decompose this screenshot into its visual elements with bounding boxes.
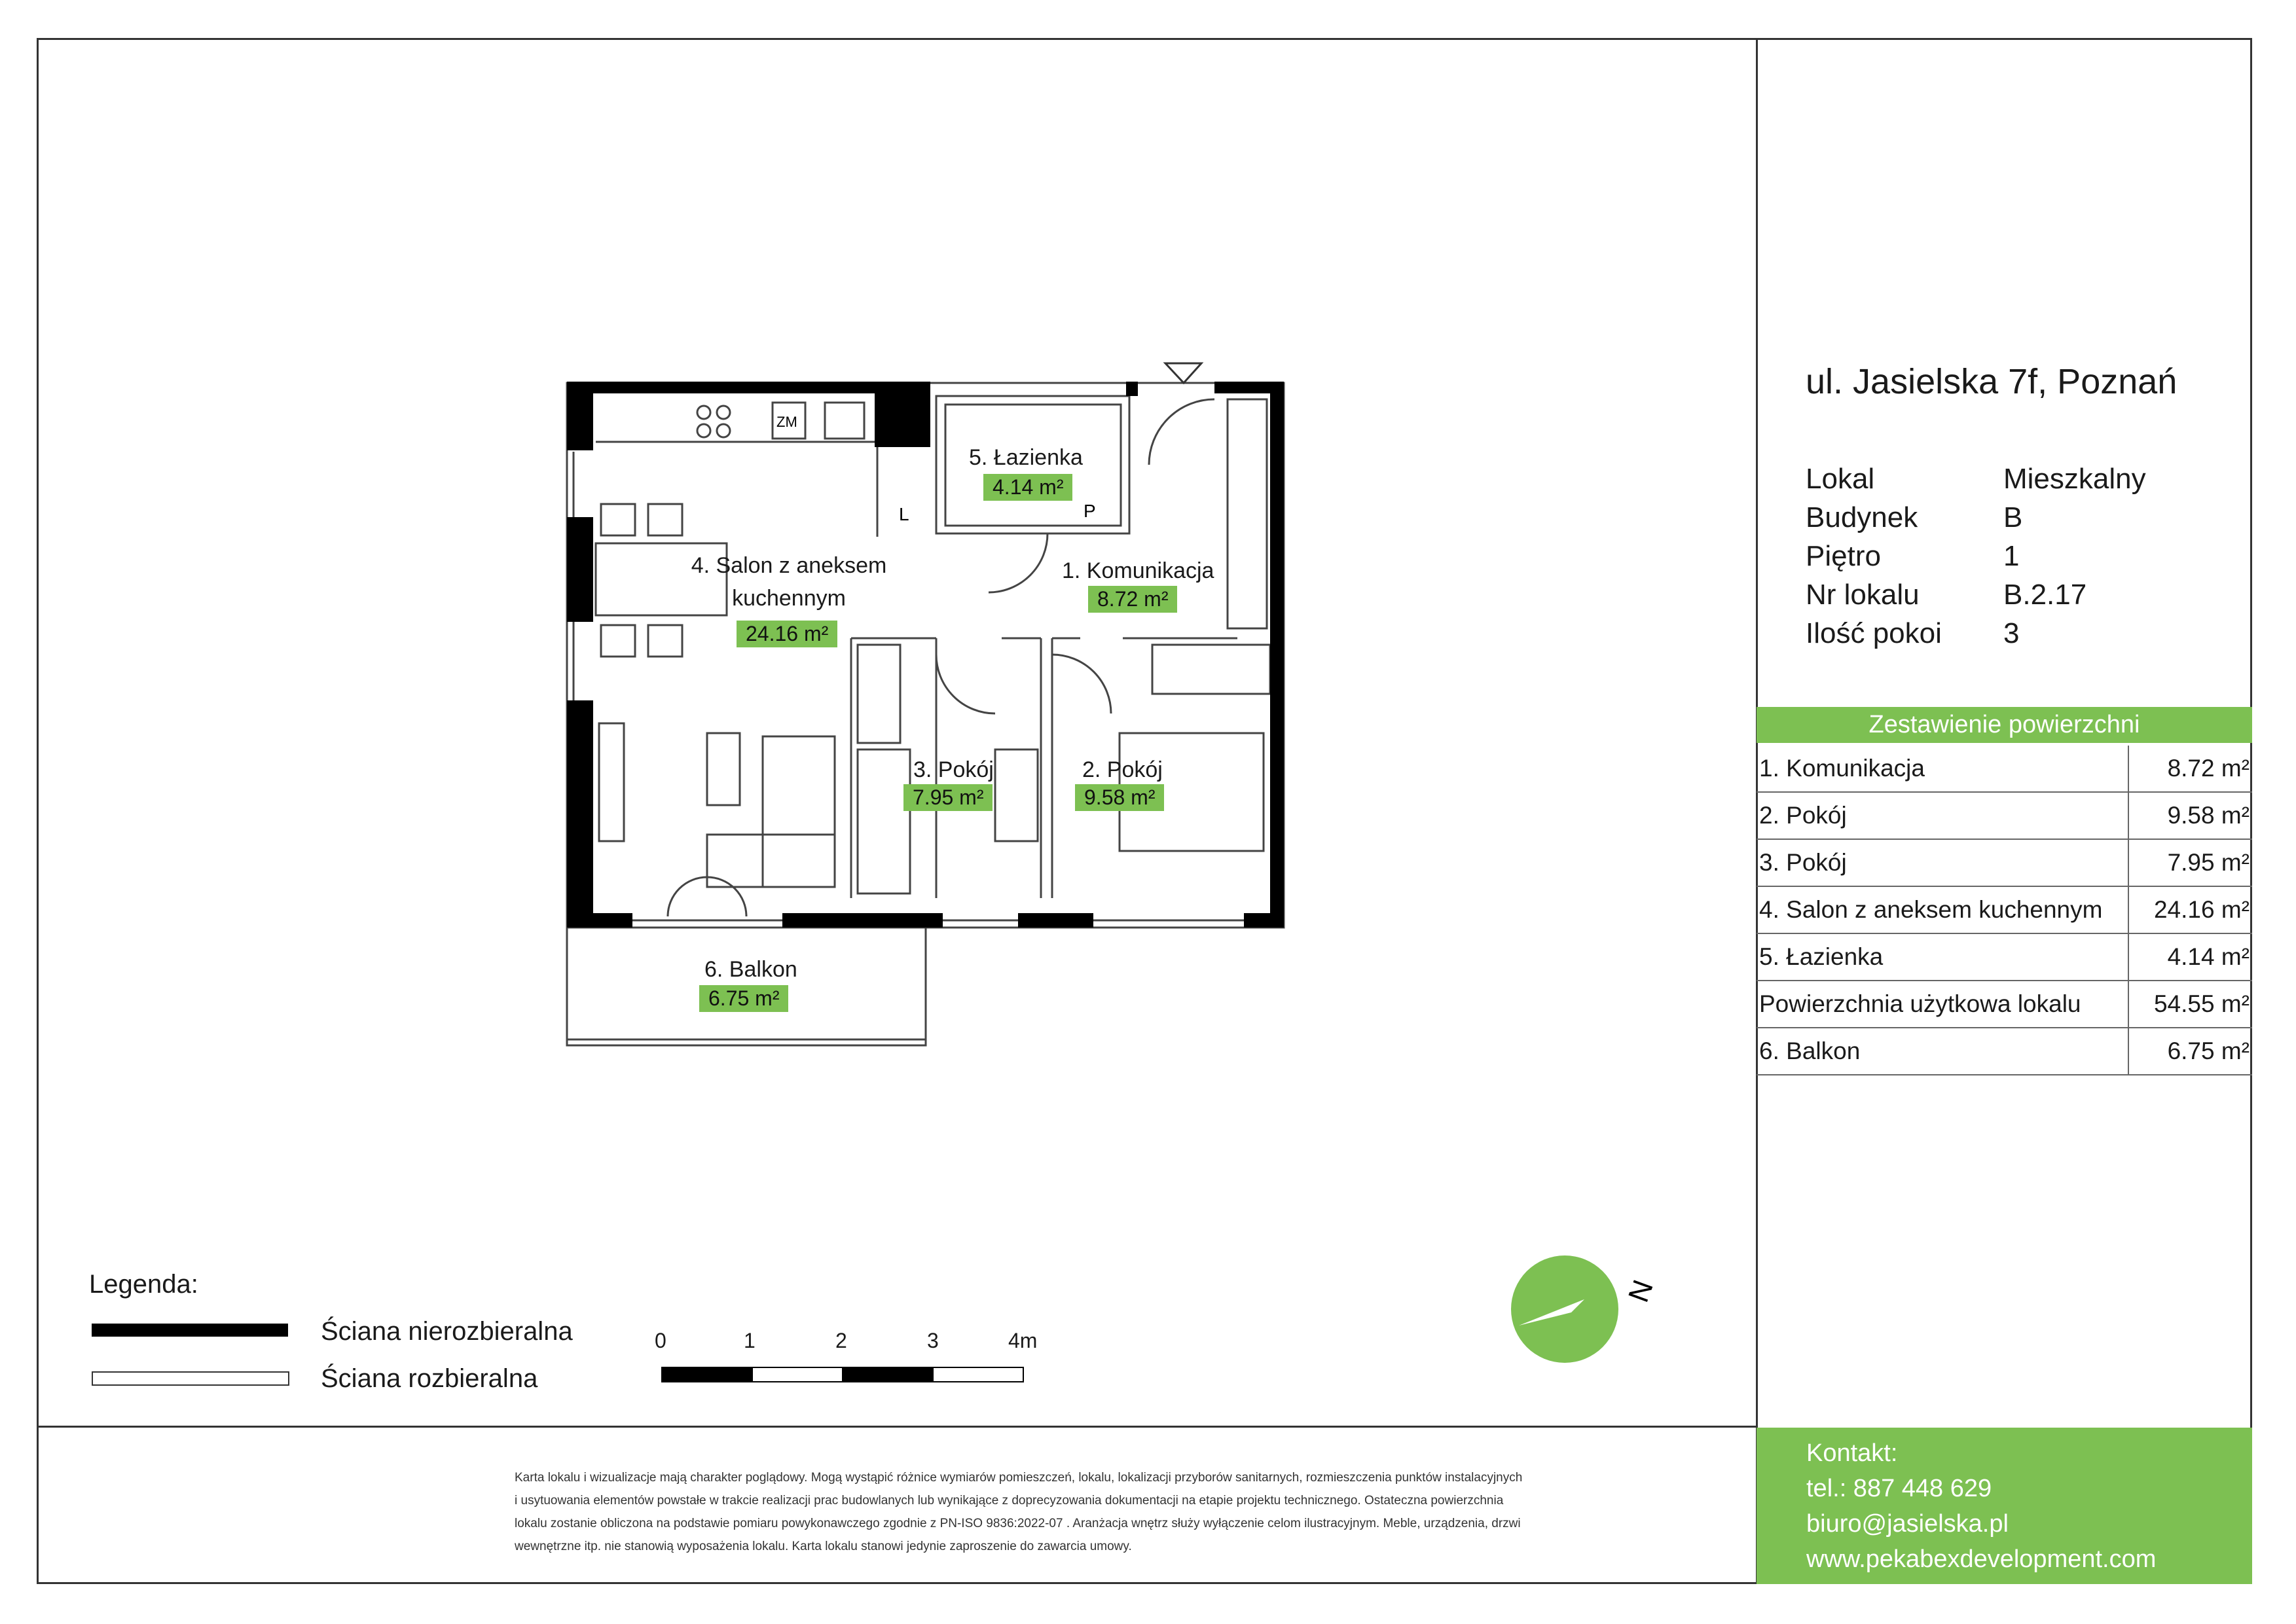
area-tag-room2: 9.58 m² [1075,784,1164,811]
legend-label-load-bearing: Ściana nierozbieralna [321,1317,573,1346]
footer-divider [37,1426,1758,1428]
room-label-salon: 4. Salon z aneksem [691,553,887,578]
scale-segment [752,1367,843,1382]
table-row [1757,981,2252,1028]
room-label-salon-line2: kuchennym [732,586,846,611]
info-value: 1 [2003,540,2020,572]
scale-label: 0 [655,1329,666,1352]
area-summary-title: Zestawienie powierzchni [1757,707,2252,743]
wall-bottom [567,913,632,928]
room-label-room2: 2. Pokój [1082,757,1163,782]
contact-box [1757,1428,2252,1584]
info-key: Ilość pokoi [1806,617,1942,649]
info-value: 3 [2003,617,2020,649]
table-row [1757,886,2252,933]
area-name: 3. Pokój [1757,839,2128,886]
wall-right [1270,382,1284,928]
contact-email[interactable]: biuro@jasielska.pl [1806,1510,2009,1538]
info-row [1806,537,2146,575]
table-row [1757,1028,2252,1075]
plan-outline [567,383,1284,928]
scale-label: 1 [744,1329,756,1352]
contact-title: Kontakt: [1806,1439,1898,1467]
wall-left [567,382,593,450]
disclaimer [515,1466,1700,1558]
entrance-arrow [1165,363,1201,383]
area-tag-balcony: 6.75 m² [699,985,788,1012]
legend-swatch-load-bearing [92,1324,288,1337]
room-label-room3: 3. Pokój [913,757,994,782]
info-row [1806,614,2146,653]
area-name: 2. Pokój [1757,792,2128,839]
area-name: 6. Balkon [1757,1028,2128,1075]
disclaimer-line: Karta lokalu i wizualizacje mają charakter poglądowy. Mogą wystąpić różnice wymiarów pomieszczeń, lokalu, lokalizacji przyborów sanitarnych, rozmieszczenia punktów instalacyjnych [515,1471,1523,1485]
scale-label: 3 [927,1329,939,1352]
room-label-bathroom: 5. Łazienka [969,445,1083,470]
area-tag-salon: 24.16 m² [737,621,837,647]
area-value: 8.72 m² [2128,746,2252,792]
info-row [1806,460,2146,498]
area-value: 6.75 m² [2128,1028,2252,1075]
info-value: B [2003,501,2023,533]
contact-website[interactable]: www.pekabexdevelopment.com [1806,1545,2157,1573]
disclaimer-line: wewnętrzne itp. nie stanowią wyposażenia lokalu. Karta lokalu stanowi jedynie zaproszenie do zawarcia umowy. [515,1540,1132,1553]
scale-label: 2 [835,1329,847,1352]
table-row [1757,746,2252,792]
area-tag-bathroom: 4.14 m² [983,474,1072,501]
room-label-balcony: 6. Balkon [704,957,797,982]
info-row [1806,498,2146,537]
area-name: 1. Komunikacja [1757,746,2128,792]
fixture-fridge: L [899,504,909,524]
fixture-zm: ZM [776,414,797,430]
legend-title: Legenda: [89,1270,198,1299]
scale-label: 4m [1008,1329,1038,1352]
area-tag-hall: 8.72 m² [1088,586,1177,613]
north-label: N [1622,1276,1660,1307]
disclaimer-line: i usytuowania elementów powstałe w trakcie realizacji prac budowlanych lub wynikające z doprecyzowania dokumentacji na etapie projektu technicznego. Ostateczna powierzchnia [515,1494,1504,1507]
scale-segment [661,1367,753,1382]
address-heading: ul. Jasielska 7f, Poznań [1806,362,2178,401]
info-key: Lokal [1806,463,1875,495]
area-value: 4.14 m² [2128,933,2252,981]
legend-swatch-partition [92,1371,289,1386]
table-row [1757,792,2252,839]
table-row [1757,839,2252,886]
area-value: 54.55 m² [2128,981,2252,1028]
disclaimer-line: lokalu zostanie obliczona na podstawie pomiaru powykonawczego zgodnie z PN-ISO 9836:2022-07 . Aranżacja wnętrz służy wyłączenie celom ilustracyjnym. Meble, urządzenia, drzwi [515,1517,1521,1530]
north-compass [1511,1255,1660,1363]
area-name: 5. Łazienka [1757,933,2128,981]
contact-phone[interactable]: tel.: 887 448 629 [1806,1475,1992,1502]
area-name: 4. Salon z aneksem kuchennym [1757,886,2128,933]
scale-segment [842,1367,934,1382]
room-label-hall: 1. Komunikacja [1062,558,1214,583]
wall-top [567,382,875,393]
unit-info [1806,460,2146,653]
area-name: Powierzchnia użytkowa lokalu [1757,981,2128,1028]
info-row [1806,575,2146,614]
info-value: B.2.17 [2003,579,2087,611]
info-value: Mieszkalny [2003,463,2146,495]
area-value: 9.58 m² [2128,792,2252,839]
fixture-washer: P [1084,501,1096,521]
area-summary-table [1757,746,2252,1075]
info-key: Piętro [1806,540,1881,572]
area-value: 24.16 m² [2128,886,2252,933]
legend-label-partition: Ściana rozbieralna [321,1364,538,1393]
area-tag-room3: 7.95 m² [903,784,993,811]
table-row [1757,933,2252,981]
info-key: Budynek [1806,501,1918,533]
scale-segment [932,1367,1024,1382]
area-value: 7.95 m² [2128,839,2252,886]
info-key: Nr lokalu [1806,579,1920,611]
